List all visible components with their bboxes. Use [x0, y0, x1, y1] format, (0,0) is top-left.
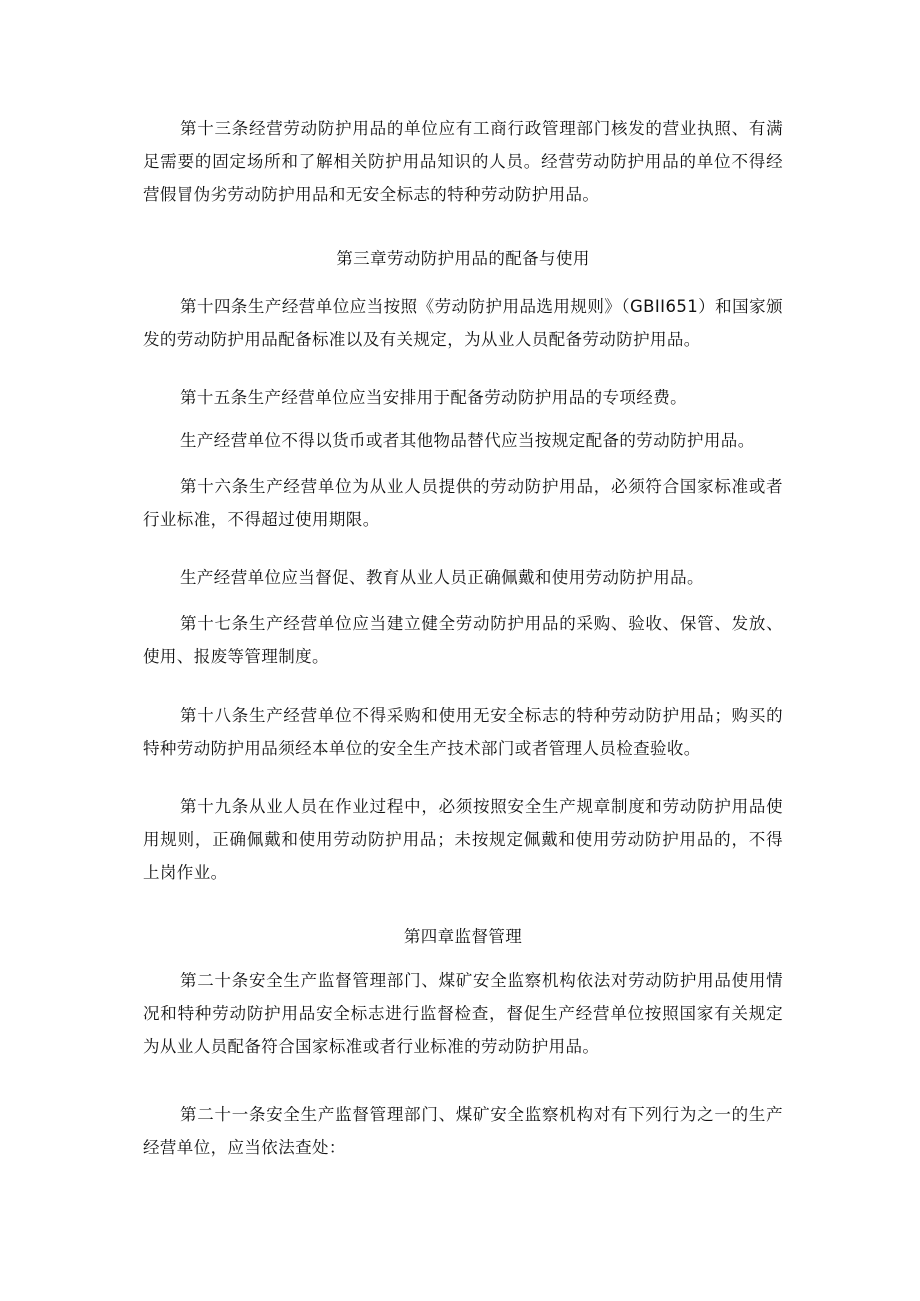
text-line: 第十三条经营劳动防护用品的单位应有工商行政管理部门核发的营业执照、有满 [180, 119, 783, 138]
article-14-paragraph [143, 292, 783, 354]
text-line: 生产经营单位不得以货币或者其他物品替代应当按规定配备的劳动防护用品。 [180, 431, 755, 450]
text-line: 况和特种劳动防护用品安全标志进行监督检查，督促生产经营单位按照国家有关规定 [143, 1004, 783, 1023]
article-18-paragraph [143, 701, 783, 763]
text-line: 第十九条从业人员在作业过程中，必须按照安全生产规章制度和劳动防护用品使 [180, 797, 783, 816]
text-line: 足需要的固定场所和了解相关防护用品知识的人员。经营劳动防护用品的单位不得经 [143, 152, 783, 171]
article-16-paragraph [143, 472, 783, 534]
article-21-paragraph [143, 1100, 783, 1162]
article-15-paragraph [143, 383, 783, 412]
article-19-paragraph [143, 792, 783, 887]
text-line: 特种劳动防护用品须经本单位的安全生产技术部门或者管理人员检查验收。 [143, 739, 701, 758]
text-line: 第二十条安全生产监督管理部门、煤矿安全监察机构依法对劳动防护用品使用情 [180, 971, 783, 990]
text-line: 第十八条生产经营单位不得采购和使用无安全标志的特种劳动防护用品；购买的 [180, 706, 783, 725]
chapter-4-heading: 第四章监督管理 [403, 927, 523, 946]
article-16-paragraph-2 [143, 563, 783, 592]
text-line: 经营单位，应当依法查处： [143, 1138, 346, 1157]
article-15-paragraph-2 [143, 426, 783, 455]
text-line: 使用、报废等管理制度。 [143, 647, 329, 666]
text-line: 第十六条生产经营单位为从业人员提供的劳动防护用品，必须符合国家标准或者 [180, 477, 783, 496]
article-17-paragraph [143, 609, 783, 671]
text-line: 第二十一条安全生产监督管理部门、煤矿安全监察机构对有下列行为之一的生产 [180, 1105, 783, 1124]
text-line: 上岗作业。 [143, 863, 228, 882]
text-line: 生产经营单位应当督促、教育从业人员正确佩戴和使用劳动防护用品。 [180, 568, 704, 587]
article-13-paragraph [143, 114, 783, 209]
text-line: 发的劳动防护用品配备标准以及有关规定，为从业人员配备劳动防护用品。 [143, 330, 701, 349]
text-line: 第十七条生产经营单位应当建立健全劳动防护用品的采购、验收、保管、发放、 [180, 614, 783, 633]
text-line: 为从业人员配备符合国家标准或者行业标准的劳动防护用品。 [143, 1037, 600, 1056]
article-20-paragraph [143, 966, 783, 1061]
text-line: 用规则，正确佩戴和使用劳动防护用品；未按规定佩戴和使用劳动防护用品的，不得 [143, 830, 783, 849]
text-line: 营假冒伪劣劳动防护用品和无安全标志的特种劳动防护用品。 [143, 185, 600, 204]
chapter-3-heading: 第三章劳动防护用品的配备与使用 [336, 249, 590, 268]
text-line: 行业标准，不得超过使用期限。 [143, 510, 380, 529]
text-line: 第十四条生产经营单位应当按照《劳动防护用品选用规则》（GBII651）和国家颁 [180, 297, 783, 316]
text-line: 第十五条生产经营单位应当安排用于配备劳动防护用品的专项经费。 [180, 388, 687, 407]
